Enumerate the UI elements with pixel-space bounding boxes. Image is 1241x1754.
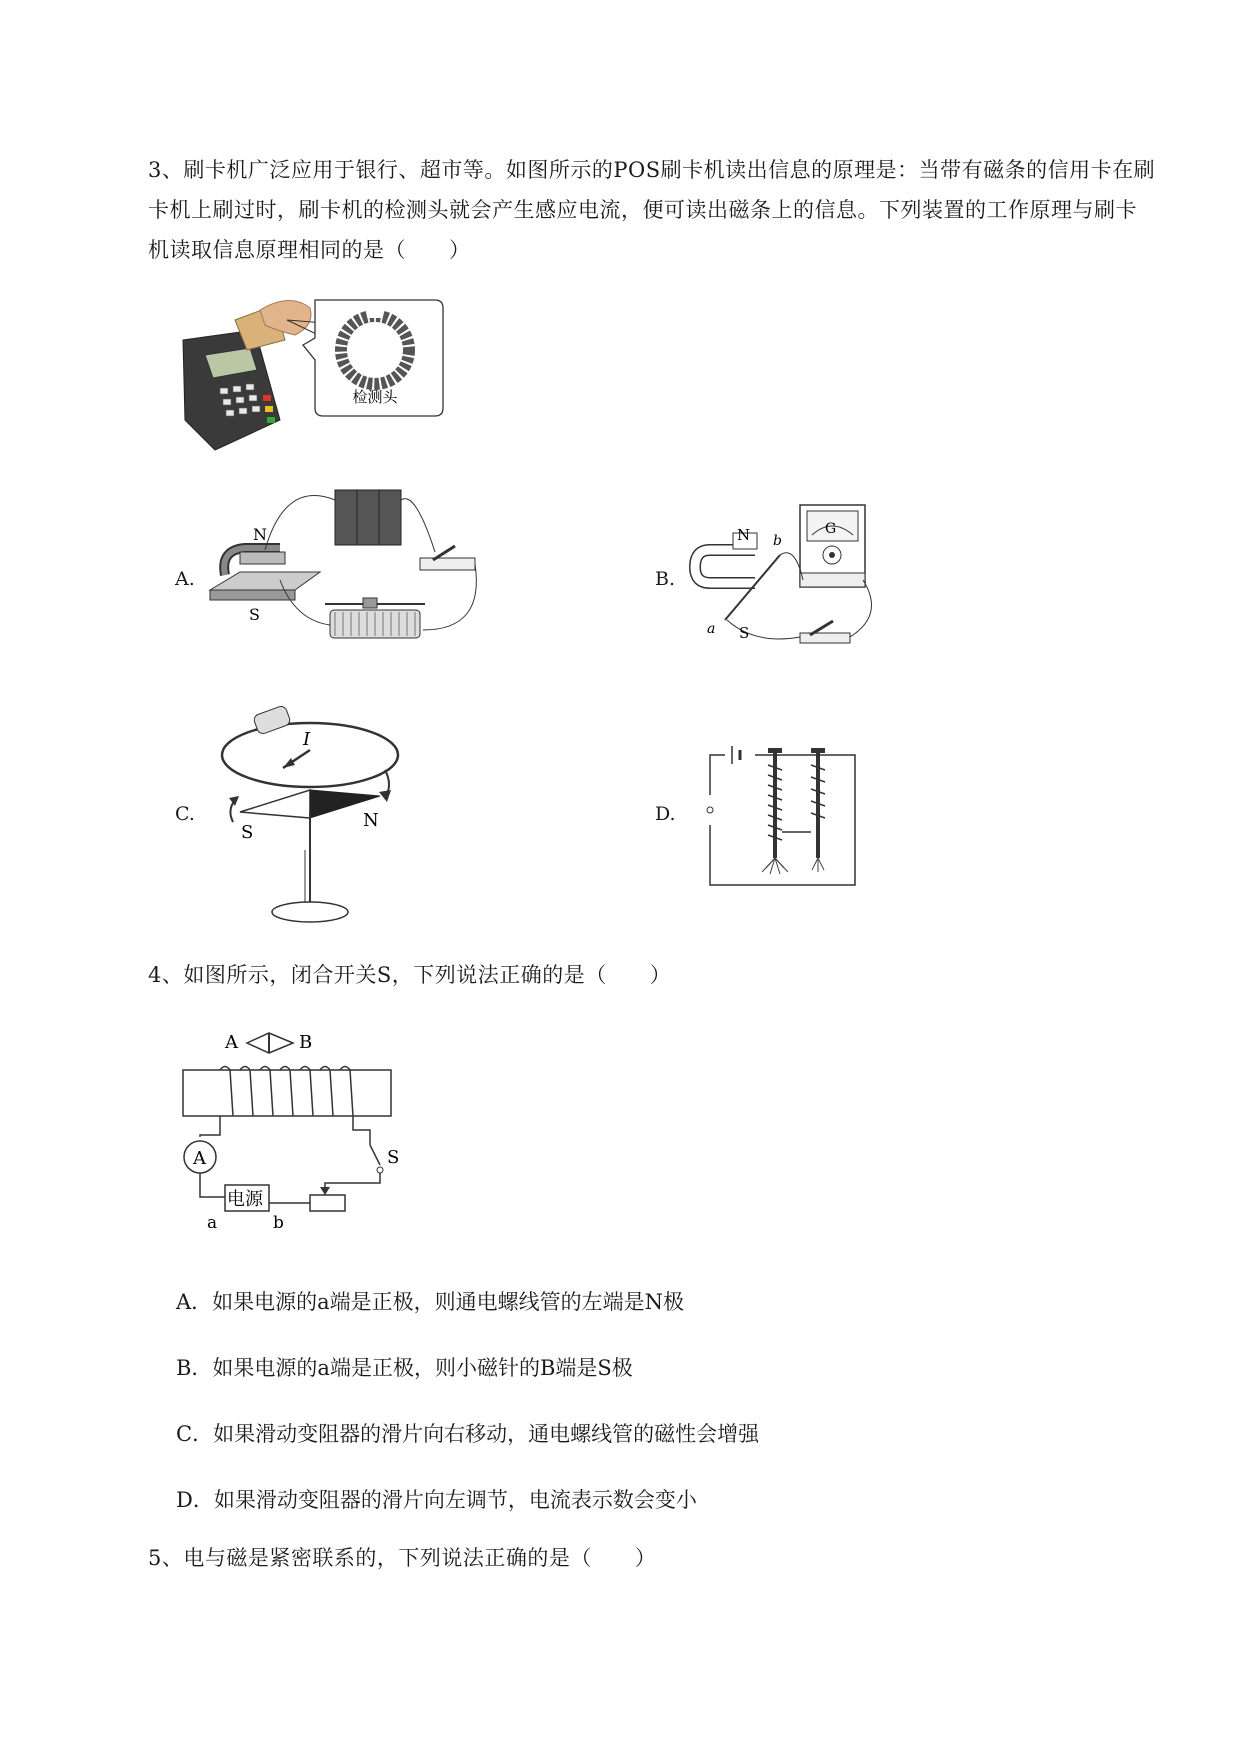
q3-option-a-label[interactable]: A. <box>175 568 195 590</box>
q4-solenoid-circuit-figure <box>175 1015 415 1240</box>
b-galvanometer-label: G <box>825 521 837 537</box>
q3-option-d-label[interactable]: D. <box>655 803 676 825</box>
q3-option-b-label[interactable]: B. <box>655 568 676 590</box>
a-north-label: N <box>253 525 267 544</box>
q3-option-d-figure <box>700 740 860 900</box>
b-north-label: N <box>737 526 751 544</box>
b-b-label: b <box>773 533 782 549</box>
source-a-label: a <box>207 1213 218 1233</box>
needle-b-label: B <box>299 1032 313 1053</box>
switch-s-label: S <box>387 1147 400 1168</box>
a-south-label: S <box>249 605 260 624</box>
q4-option-d[interactable]: D．如果滑动变阻器的滑片向左调节，电流表示数会变小 <box>176 1488 697 1512</box>
b-a-label: a <box>707 621 716 637</box>
q4-option-a[interactable]: A．如果电源的a端是正极，则通电螺线管的左端是N极 <box>176 1290 685 1314</box>
c-south-label: S <box>241 822 254 843</box>
q3-option-b-figure <box>685 505 885 655</box>
c-current-label: I <box>303 729 311 750</box>
c-north-label: N <box>363 810 379 831</box>
power-source-label: 电源 <box>227 1189 263 1210</box>
question-3-text: 3、刷卡机广泛应用于银行、超市等。如图所示的POS刷卡机读出信息的原理是：当带有磁条的信用卡在刷卡机上刷过时，刷卡机的检测头就会产生感应电流，便可读出磁条上的信息。下列装置的工作原理与刷卡机读取信息原理相同的是（ ） <box>148 158 1156 262</box>
question-5-text: 5、电与磁是紧密联系的，下列说法正确的是（ ） <box>148 1546 657 1570</box>
q3-option-a-figure <box>205 480 505 670</box>
q4-option-b[interactable]: B．如果电源的a端是正极，则小磁针的B端是S极 <box>176 1356 633 1380</box>
question-4-text: 4、如图所示，闭合开关S，下列说法正确的是（ ） <box>148 963 672 987</box>
q3-option-c-label[interactable]: C. <box>175 803 195 825</box>
ammeter-label: A <box>193 1148 206 1169</box>
detector-caption: 检测头 <box>352 388 398 406</box>
source-b-label: b <box>273 1213 284 1233</box>
pos-machine-figure <box>175 300 475 460</box>
needle-a-label: A <box>225 1032 238 1053</box>
q4-option-c[interactable]: C．如果滑动变阻器的滑片向右移动，通电螺线管的磁性会增强 <box>176 1422 760 1446</box>
q3-option-c-figure <box>205 700 405 930</box>
b-south-label: S <box>739 624 750 642</box>
